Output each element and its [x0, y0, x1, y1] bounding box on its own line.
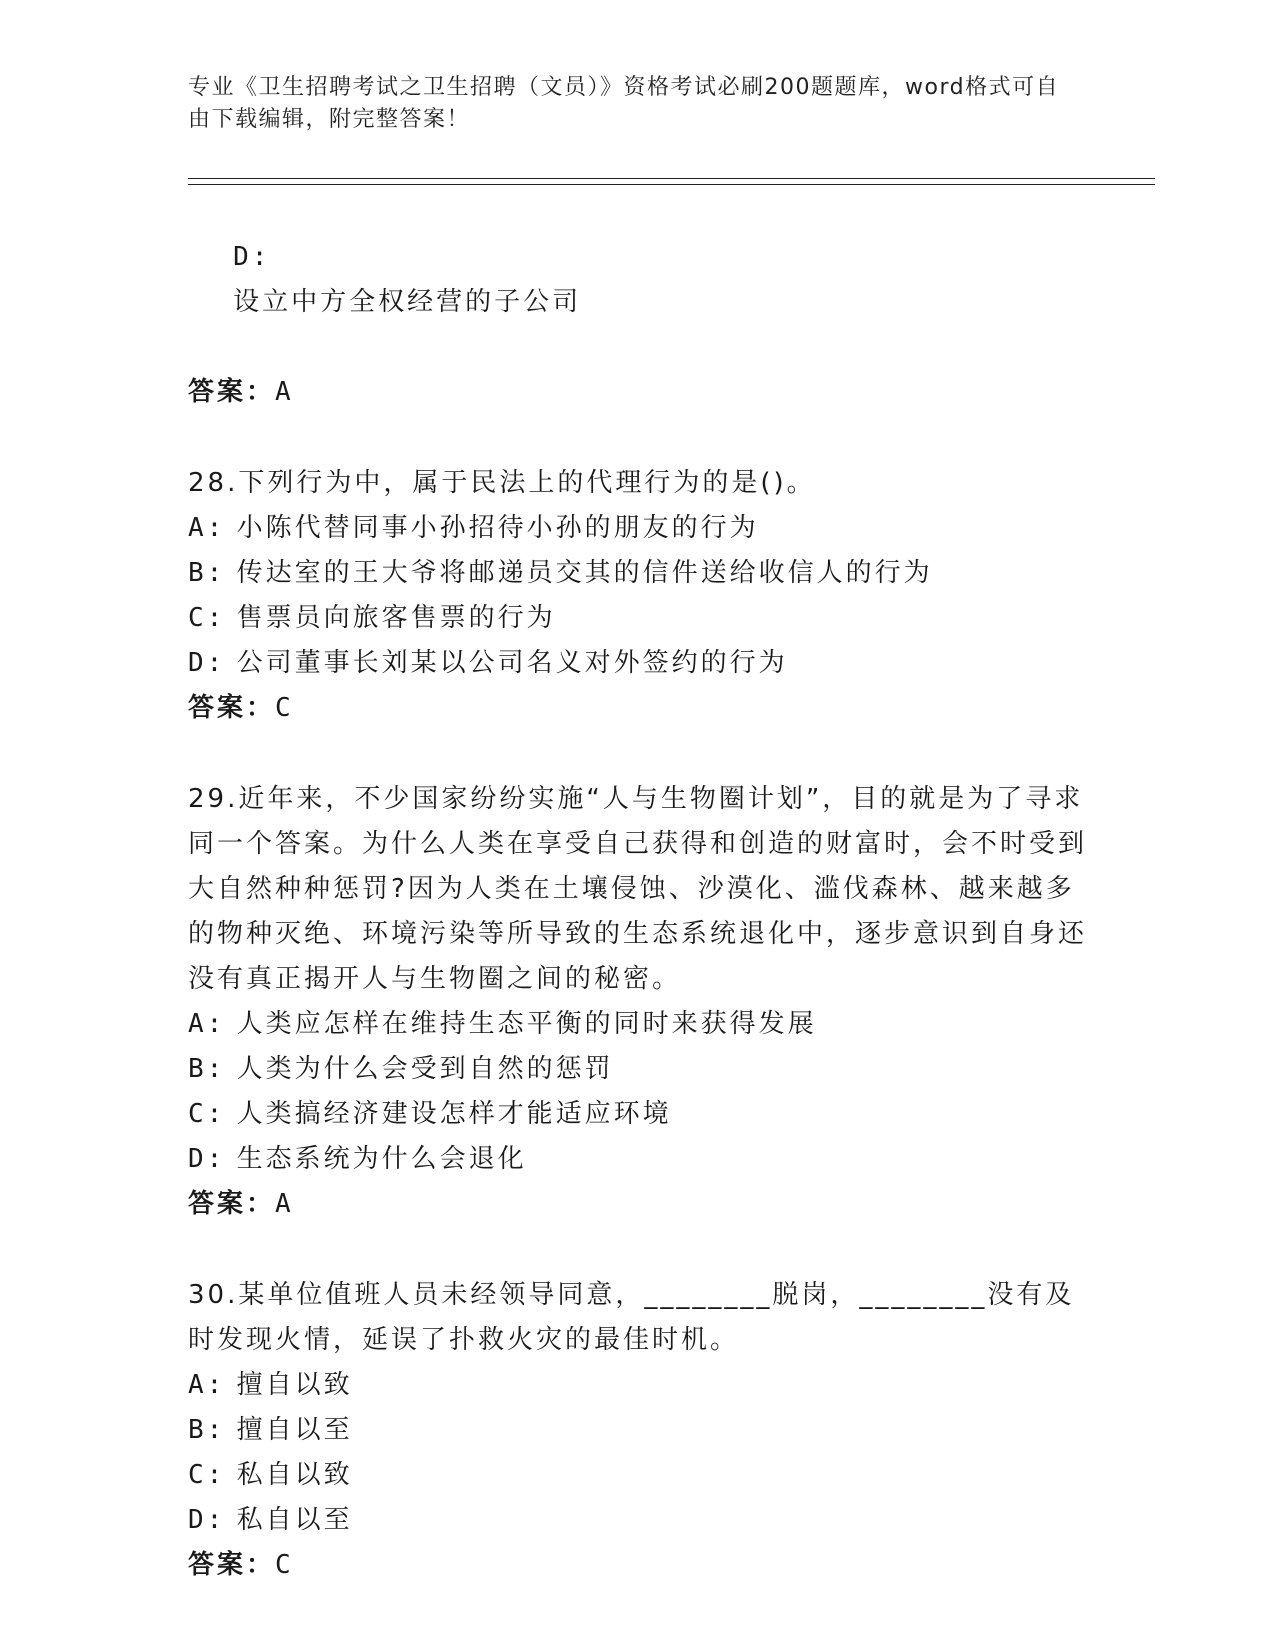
answer-label: 答案：	[188, 377, 276, 407]
option-text: 设立中方全权经营的子公司	[233, 287, 582, 317]
option-c	[188, 596, 1088, 641]
option-letter: D:	[188, 1144, 226, 1174]
option-letter: A:	[188, 1009, 226, 1039]
option-letter: C:	[188, 1460, 226, 1490]
document-body	[188, 190, 1088, 1634]
option-text: 私自以至	[236, 1505, 353, 1535]
option-letter: D:	[188, 648, 226, 678]
option-d	[188, 1137, 1088, 1182]
answer-value: C	[275, 693, 294, 723]
option-text: 擅自以致	[236, 1370, 353, 1400]
option-a	[188, 1002, 1088, 1047]
option-letter: A:	[188, 1370, 226, 1400]
question-stem: 29.近年来，不少国家纷纷实施“人与生物圈计划”，目的就是为了寻求同一个答案。为什么人类在享受自己获得和创造的财富时，会不时受到大自然种种惩罚?因为人类在土壤侵蚀、沙漠化、滥伐森林、越来越多的物种灭绝、环境污染等所导致的生态系统退化中，逐步意识到自身还没有真正揭开人与生物圈之间的秘密。	[188, 784, 1088, 994]
option-text: 生态系统为什么会退化	[236, 1144, 527, 1174]
question-28	[188, 461, 1088, 731]
option-a	[188, 506, 1088, 551]
question-stem: 30.某单位值班人员未经领导同意，________脱岗，________没有及时发现火情，延误了扑救火灾的最佳时机。	[188, 1280, 1075, 1355]
option-letter: D:	[233, 242, 271, 272]
document-header: 专业《卫生招聘考试之卫生招聘（文员）》资格考试必刷200题题库，word格式可自由下载编辑，附完整答案！	[188, 75, 1060, 132]
prev-question-option-d	[188, 190, 1088, 370]
option-letter: B:	[188, 1415, 226, 1445]
option-text: 人类搞经济建设怎样才能适应环境	[236, 1099, 672, 1129]
question-answer	[188, 686, 1088, 731]
option-d	[188, 1498, 1088, 1543]
option-text: 擅自以至	[236, 1415, 353, 1445]
option-text: 人类为什么会受到自然的惩罚	[236, 1054, 614, 1084]
answer-value: C	[275, 1550, 294, 1580]
option-letter: C:	[188, 1099, 226, 1129]
answer-value: A	[275, 377, 294, 407]
answer-label: 答案：	[188, 1189, 276, 1219]
option-a	[188, 1363, 1088, 1408]
question-30	[188, 1273, 1088, 1588]
question-stem: 28.下列行为中，属于民法上的代理行为的是()。	[188, 468, 816, 498]
option-d	[188, 641, 1088, 686]
option-letter: B:	[188, 558, 226, 588]
option-text: 私自以致	[236, 1460, 353, 1490]
answer-value: A	[275, 1189, 294, 1219]
option-c	[188, 1453, 1088, 1498]
option-text: 传达室的王大爷将邮递员交其的信件送给收信人的行为	[236, 558, 933, 588]
answer-label: 答案：	[188, 693, 276, 723]
option-b	[188, 1408, 1088, 1453]
option-text: 售票员向旅客售票的行为	[236, 603, 556, 633]
option-letter: B:	[188, 1054, 226, 1084]
option-letter: D:	[188, 1505, 226, 1535]
option-b	[188, 1047, 1088, 1092]
option-text: 公司董事长刘某以公司名义对外签约的行为	[236, 648, 788, 678]
answer-label: 答案：	[188, 1550, 276, 1580]
option-b	[188, 551, 1088, 596]
header-divider	[188, 178, 1155, 185]
option-letter: C:	[188, 603, 226, 633]
question-29	[188, 777, 1088, 1227]
option-text: 人类应怎样在维持生态平衡的同时来获得发展	[236, 1009, 817, 1039]
question-answer	[188, 1182, 1088, 1227]
question-answer	[188, 1543, 1088, 1588]
prev-question-answer	[188, 370, 1088, 415]
option-letter: A:	[188, 513, 226, 543]
option-text: 小陈代替同事小孙招待小孙的朋友的行为	[236, 513, 759, 543]
option-c	[188, 1092, 1088, 1137]
